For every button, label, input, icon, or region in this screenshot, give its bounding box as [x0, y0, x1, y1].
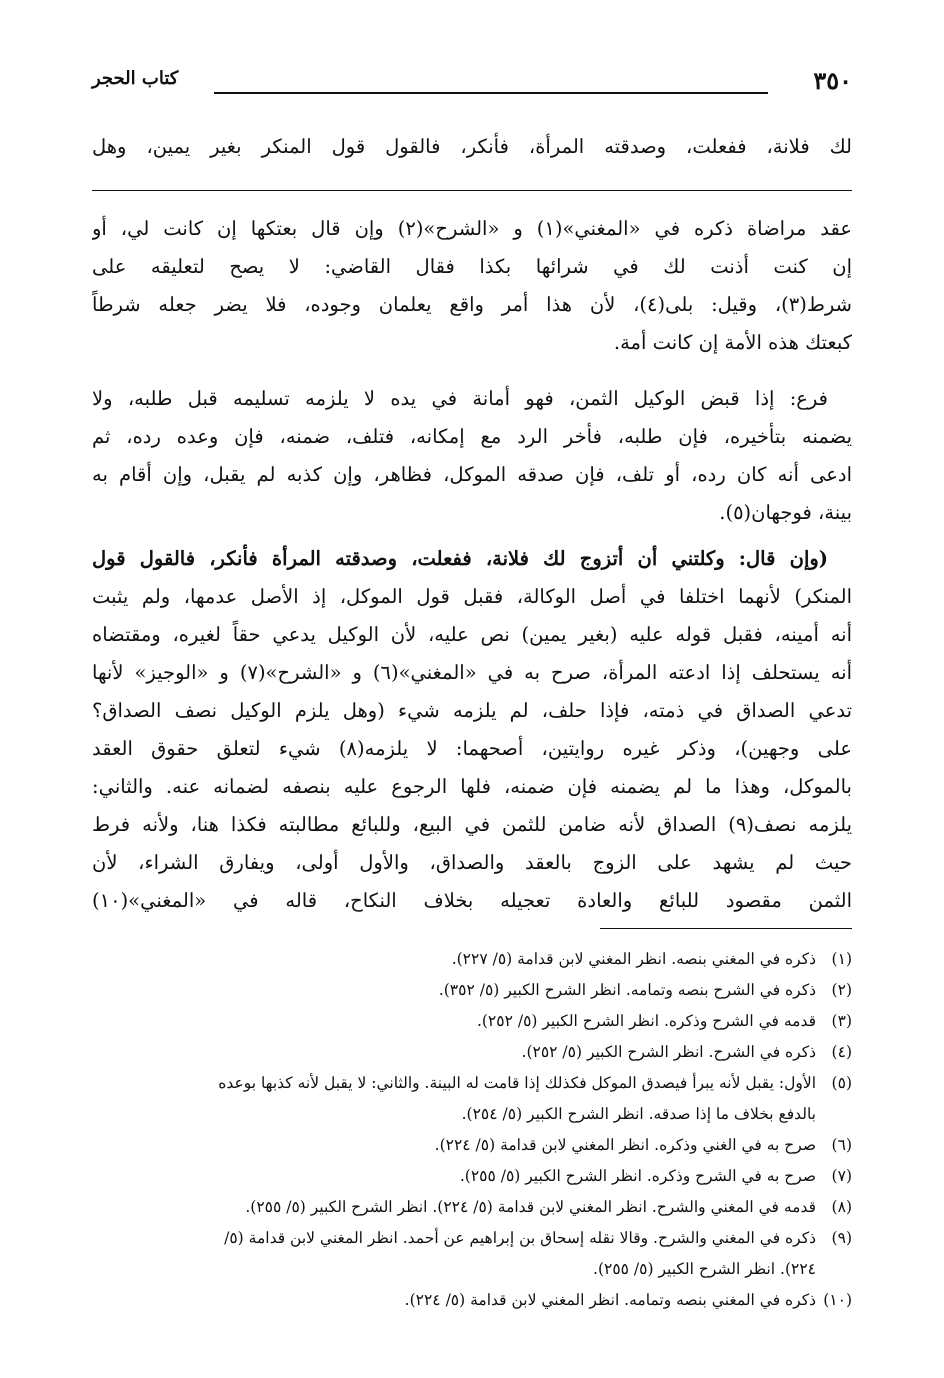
footnote-text: صرح به في الغني وذكره. انظر المغني لابن قدامة (٥/ ٢٢٤).	[434, 1136, 816, 1154]
footnote-continuation: ٢٢٤). انظر الشرح الكبير (٥/ ٢٥٥).	[593, 1260, 816, 1278]
footnote-text: ذكره في الشرح بنصه وتمامه. انظر الشرح الكبير (٥/ ٣٥٢).	[438, 981, 816, 999]
text-line: فرع: إذا قبض الوكيل الثمن، فهو أمانة في يده لا يلزمه تسليمه قبل طلبه، ولا	[92, 387, 828, 410]
text-line: يلزمه نصف(٩) الصداق لأنه ضامن للثمن في البيع، وللبائع مطالبته فكذا هنا، ولأنه فرط	[92, 813, 852, 836]
footnote	[92, 1285, 852, 1316]
footnote-number: (٧)	[831, 1167, 852, 1185]
footnote-text: صرح به في الشرح وذكره. انظر الشرح الكبير (٥/ ٢٥٥).	[459, 1167, 816, 1185]
footnote	[92, 1037, 852, 1068]
footnote	[92, 975, 852, 1006]
footnote-number: (٦)	[831, 1136, 852, 1154]
text-line: بينة، فوجهان(٥).	[719, 501, 852, 524]
running-title: كتاب الحجر	[92, 68, 179, 89]
paragraph-3	[92, 540, 852, 920]
footnote-text: قدمه في الشرح وذكره. انظر الشرح الكبير (٥/ ٢٥٢).	[476, 1012, 816, 1030]
footnote-number: (٢)	[831, 981, 852, 999]
footnote-text: قدمه في المغني والشرح. انظر المغني لابن قدامة (٥/ ٢٢٤). انظر الشرح الكبير (٥/ ٢٥٥).	[245, 1198, 816, 1216]
text-line: لك فلانة، ففعلت، وصدقته المرأة، فأنكر، فالقول قول المنكر بغير يمين، وهل	[92, 135, 852, 158]
text-line: على وجهين)، وذكر غيره روايتين، أصحهما: لا يلزمه(٨) شيء لتعلق حقوق العقد	[92, 737, 852, 760]
footnote	[92, 1192, 852, 1223]
text-line: إن كنت أذنت لك في شرائها بكذا فقال القاضي: لا يصح لتعليقه على	[92, 255, 852, 278]
header-rule	[214, 92, 768, 94]
text-line: يضمنه بتأخيره، فإن طلبه، فأخر الرد مع إمكانه، فتلف، ضمنه، فإن وعده رده، ثم	[92, 425, 852, 448]
footnote-number: (٩)	[831, 1229, 852, 1247]
footnote-continuation: بالدفع بخلاف ما إذا صدقه. انظر الشرح الكبير (٥/ ٢٥٤).	[461, 1105, 816, 1123]
separator-rule	[92, 190, 852, 191]
footnote	[92, 1130, 852, 1161]
footnote-number: (٤)	[831, 1043, 852, 1061]
footnote-number: (١)	[831, 950, 852, 968]
text-line: حيث لم يشهد على الزوج بالعقد والصداق، والأول أولى، ويفارق الشراء، لأن	[92, 851, 852, 874]
text-line: كبعتك هذه الأمة إن كانت أمة.	[613, 331, 852, 354]
footnote-text: ذكره في الشرح. انظر الشرح الكبير (٥/ ٢٥٢).	[521, 1043, 816, 1061]
footnote-number: (٨)	[831, 1198, 852, 1216]
paragraph-2	[92, 380, 852, 532]
footnote-text: ذكره في المغني والشرح. وقالا نقله إسحاق بن إبراهيم عن أحمد. انظر المغني لابن قدامة (٥/	[224, 1229, 816, 1247]
text-line: أنه أمينه، فقبل قوله عليه (بغير يمين) نص عليه، لأن الوكيل يدعي حقاً لغيره، ومقتضاه	[92, 623, 852, 646]
footnote-number: (١٠)	[823, 1291, 852, 1309]
top-continuation	[92, 128, 852, 166]
footnote-text: ذكره في المغني بنصه وتمامه. انظر المغني لابن قدامة (٥/ ٢٢٤).	[404, 1291, 816, 1309]
footnote-number: (٣)	[831, 1012, 852, 1030]
text-line: ادعى أنه كان رده، أو تلف، فإن صدقه الموكل، فظاهر، وإن كذبه لم يقبل، وإن أقام به	[92, 463, 852, 486]
footnote-number: (٥)	[831, 1074, 852, 1092]
text-line: أنه يستحلف إذا ادعته المرأة، صرح به في «المغني»(٦) و «الشرح»(٧) و «الوجيز» لأنها	[92, 661, 852, 684]
text-line: بالموكل، وهذا ما لم يضمنه فإن ضمنه، فلها الرجوع عليه بنصفه لضمانه عنه. والثاني:	[92, 775, 852, 798]
footnote-text: ذكره في المغني بنصه. انظر المغني لابن قدامة (٥/ ٢٢٧).	[451, 950, 816, 968]
footnote	[92, 1161, 852, 1192]
footnotes	[92, 944, 852, 1316]
footnote	[92, 1006, 852, 1037]
footnote-separator	[600, 928, 852, 929]
footnote	[92, 1068, 852, 1099]
text-line: عقد مراضاة ذكره في «المغني»(١) و «الشرح»(٢) وإن قال بعتكها إن كانت لي، أو	[92, 217, 852, 240]
footnote-text: الأول: يقبل لأنه يبرأ فيصدق الموكل فكذلك إذا قامت له البينة. والثاني: لا يقبل لأنه كذبها بوعده	[218, 1074, 816, 1092]
page-header	[92, 66, 852, 96]
text-line: (وإن قال: وكلتني أن أتزوج لك فلانة، ففعلت، وصدقته المرأة فأنكر، فالقول قول	[92, 547, 828, 570]
text-line: الثمن مقصود للبائع والعادة تعجيله بخلاف النكاح، قاله في «المغني»(١٠)	[92, 889, 852, 912]
text-line: تدعي الصداق في ذمته، فإذا حلف، لم يلزمه شيء (وهل يلزم الوكيل نصف الصداق؟	[92, 699, 852, 722]
text-line: المنكر) لأنهما اختلفا في أصل الوكالة، فقبل قول الموكل، إذ الأصل عدمها، ولم يثبت	[92, 585, 852, 608]
footnote	[92, 944, 852, 975]
page-number: ٣٥٠	[813, 66, 852, 95]
footnote	[92, 1223, 852, 1254]
text-line: شرط(٣)، وقيل: بلى(٤)، لأن هذا أمر واقع يعلمان وجوده، فلا يضر جعله شرطاً	[92, 293, 852, 316]
paragraph-1	[92, 210, 852, 362]
